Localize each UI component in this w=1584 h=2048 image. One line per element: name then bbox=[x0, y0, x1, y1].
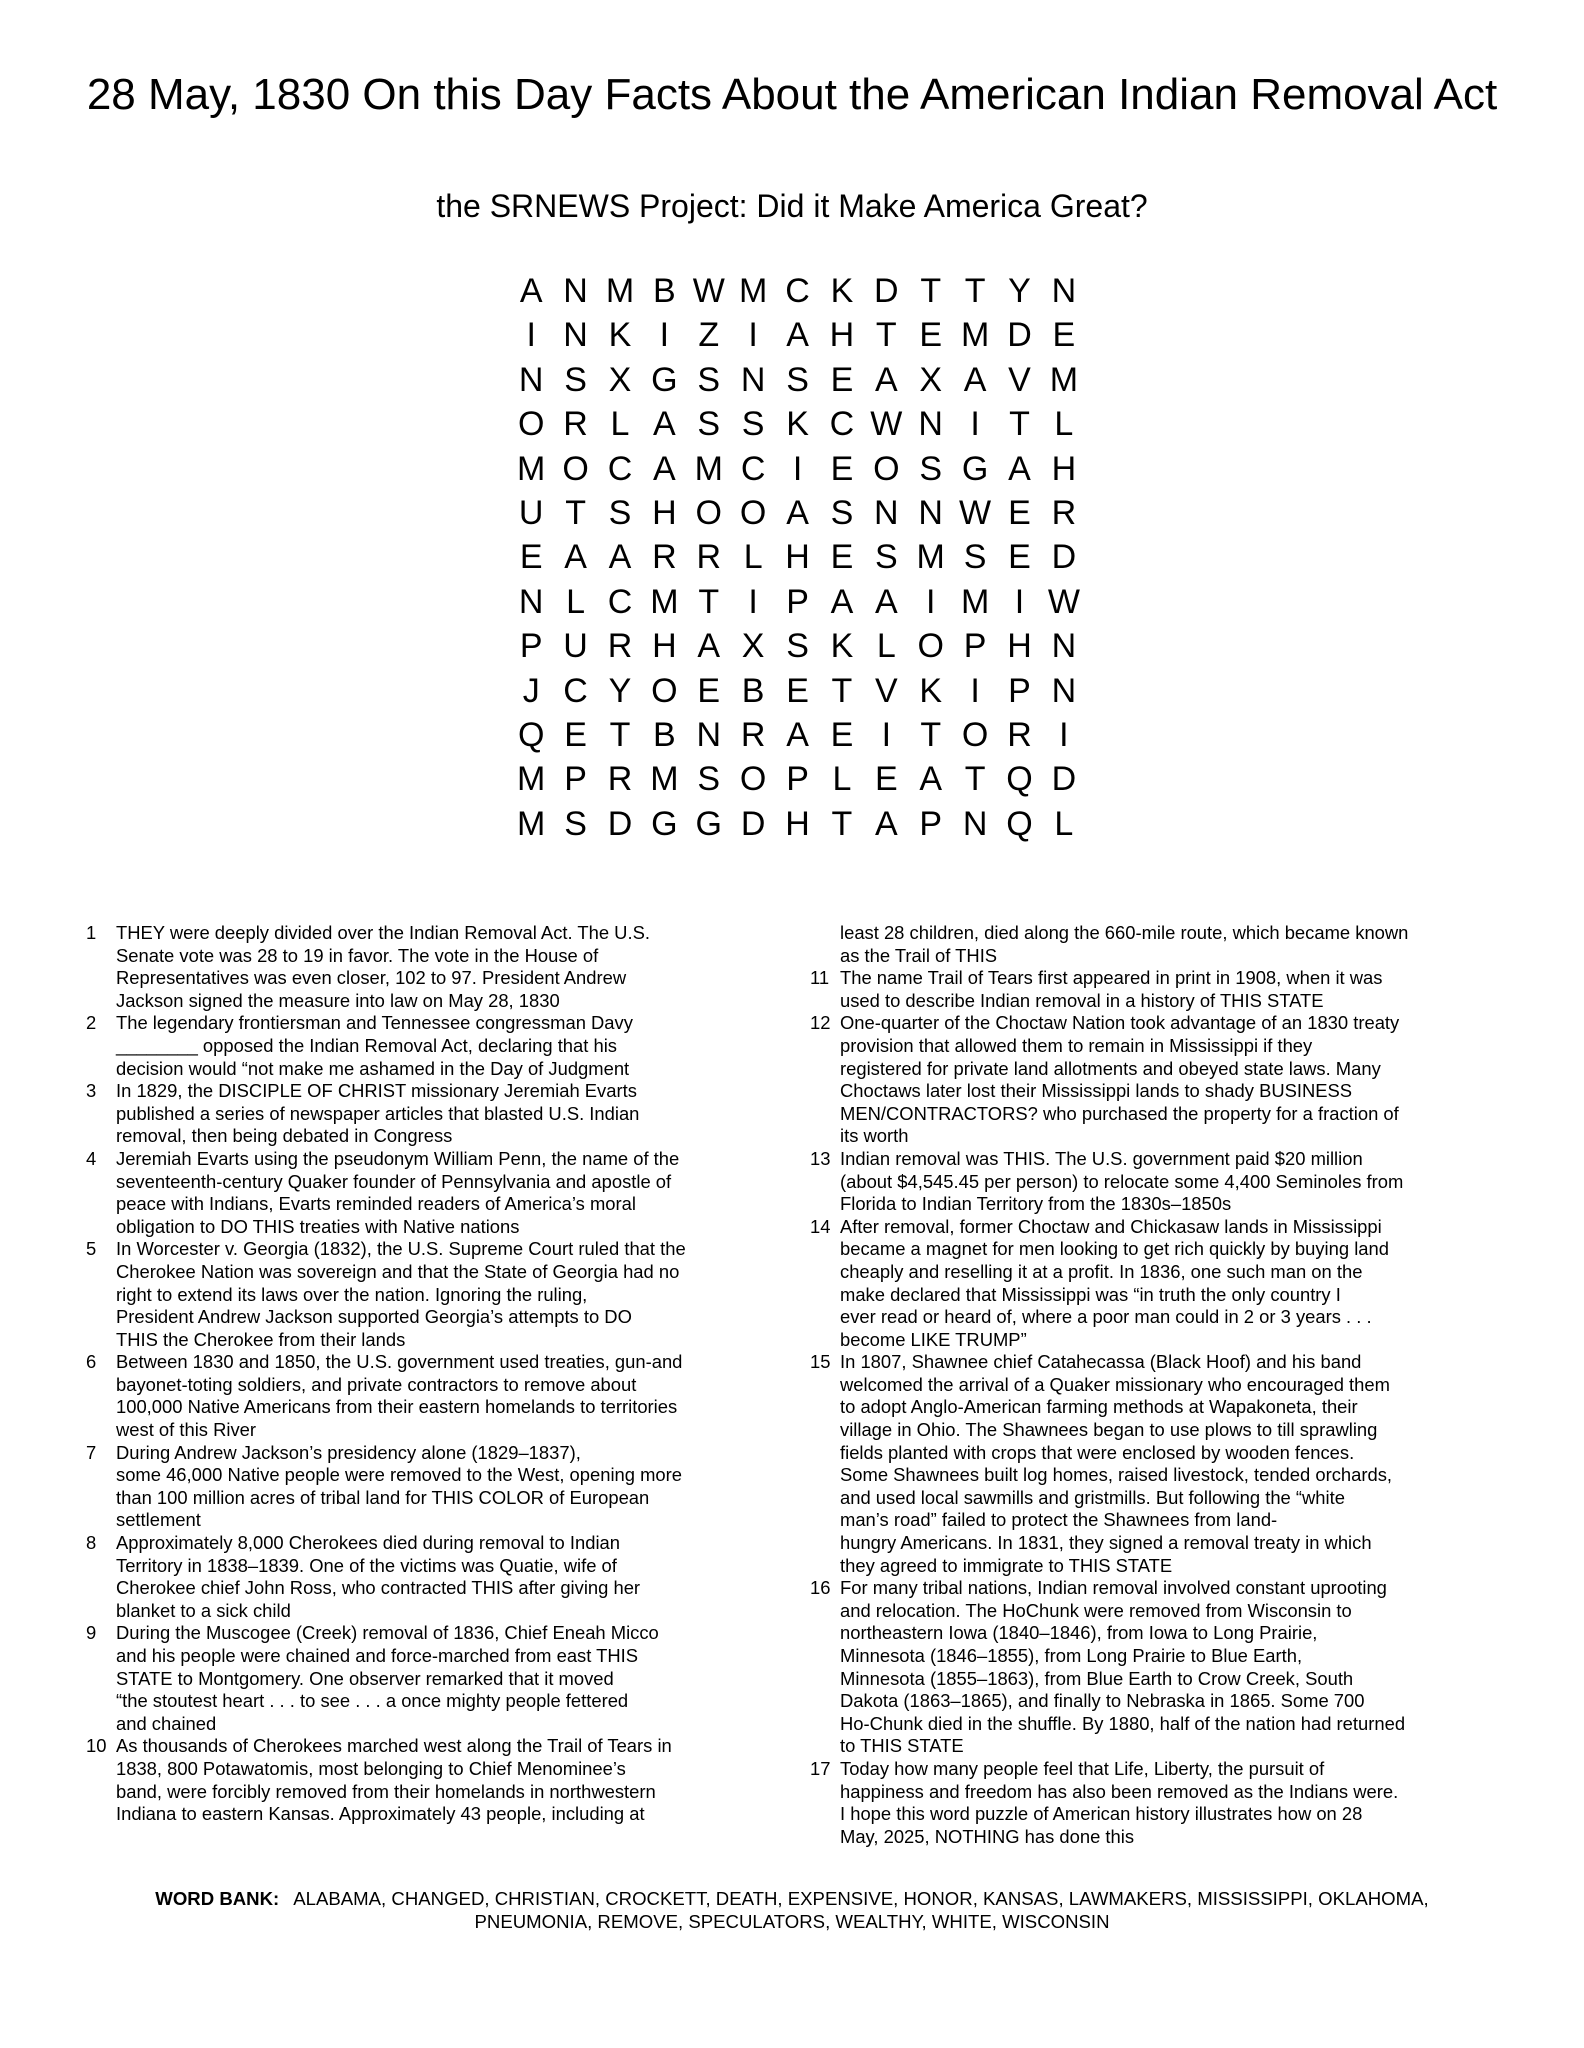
grid-letter: B bbox=[741, 671, 765, 710]
grid-letter: K bbox=[830, 272, 854, 310]
grid-letter: W bbox=[870, 405, 903, 444]
grid-letter: T bbox=[831, 671, 853, 710]
clue-item bbox=[80, 922, 720, 1012]
clue-item bbox=[804, 1351, 1444, 1577]
clue-number: 2 bbox=[86, 1012, 97, 1034]
grid-letter: M bbox=[1049, 360, 1079, 399]
grid-letter: D bbox=[1051, 538, 1077, 577]
grid-letter: E bbox=[564, 715, 587, 754]
clue-item bbox=[80, 1532, 720, 1622]
clue-text: Today how many people feel that Life, Liberty, the pursuit of happiness and freedom has also been removed as the Indians were. I hope this word puzzle of American history illustrates how on 28 May, 2025, NOTHING has done this bbox=[840, 1757, 1399, 1847]
grid-letter: A bbox=[653, 405, 676, 444]
grid-letter: E bbox=[786, 671, 809, 710]
clue-number: 8 bbox=[86, 1532, 97, 1554]
clue-text: During the Muscogee (Creek) removal of 1836, Chief Eneah Micco and his people were chained and force-marched from east THIS STATE to Montgomery. One observer remarked that it moved “the stoutest heart . . . to see . . . a once mighty people fettered and chained bbox=[116, 1622, 659, 1734]
grid-letter: Y bbox=[608, 671, 632, 710]
clue-item bbox=[80, 1238, 720, 1351]
grid-letter: S bbox=[697, 405, 721, 444]
grid-letter: T bbox=[565, 493, 586, 532]
grid-letter: Y bbox=[1008, 272, 1031, 310]
clue-text: The legendary frontiersman and Tennessee congressman Davy ________ opposed the Indian Removal Act, declaring that his decision would “not make me ashamed in the Day of Judgment bbox=[116, 1012, 633, 1079]
grid-letter: A bbox=[874, 582, 898, 621]
clue-number: 3 bbox=[86, 1080, 97, 1102]
clue-item bbox=[80, 1012, 720, 1080]
grid-letter: T bbox=[831, 804, 853, 843]
grid-letter: S bbox=[741, 405, 765, 444]
grid-letter: T bbox=[875, 316, 897, 355]
clue-item bbox=[804, 922, 1444, 967]
grid-letter: I bbox=[748, 316, 758, 355]
grid-letter: V bbox=[1008, 360, 1031, 399]
grid-letter: G bbox=[651, 804, 678, 843]
grid-letter: K bbox=[919, 671, 943, 710]
clue-item bbox=[80, 1148, 720, 1238]
clue-text: Approximately 8,000 Cherokees died during removal to Indian Territory in 1838–1839. One of the victims was Quatie, wife of Cherokee chief John Ross, who contracted THIS after giving her blanket to a sick child bbox=[116, 1532, 641, 1621]
word-search-grid bbox=[509, 269, 1086, 846]
grid-letter: O bbox=[873, 449, 900, 488]
grid-letter: O bbox=[517, 405, 545, 444]
clue-item bbox=[804, 1577, 1444, 1758]
grid-letter: I bbox=[970, 405, 980, 444]
grid-letter: L bbox=[1054, 804, 1074, 843]
grid-letter: E bbox=[1052, 316, 1076, 355]
grid-letter: R bbox=[740, 715, 766, 754]
grid-letter: D bbox=[607, 804, 633, 843]
grid-letter: M bbox=[517, 804, 546, 843]
grid-letter: R bbox=[1051, 493, 1077, 532]
grid-letter: H bbox=[785, 538, 810, 577]
grid-letter: U bbox=[518, 493, 544, 532]
grid-letter: A bbox=[874, 360, 898, 399]
clue-number: 14 bbox=[810, 1215, 831, 1237]
grid-letter: E bbox=[830, 715, 854, 754]
grid-letter: N bbox=[740, 360, 766, 399]
grid-letter: N bbox=[962, 804, 988, 843]
clue-text: In 1807, Shawnee chief Catahecassa (Black Hoof) and his band welcomed the arrival of a Quaker missionary who encouraged them to adopt Anglo-American farming methods at Wapakoneta, their village in Ohio. The Shawnees began to use plows to till sprawling fields planted with crops that were enclosed by wooden fences. Some Shawnees built log homes, raised livestock, tended orchards, and used local sawmills and gristmills. But following the “white man’s road” failed to protect the Shawnees from land- hungry Americans. In 1831, they signed a removal treaty in which they agreed to immigrate to THIS STATE bbox=[840, 1351, 1393, 1576]
grid-letter: Q bbox=[1006, 804, 1033, 843]
grid-letter: G bbox=[651, 360, 678, 399]
grid-letter: P bbox=[919, 804, 943, 843]
clue-item bbox=[804, 1012, 1444, 1148]
clue-number: 12 bbox=[810, 1012, 831, 1034]
clue-text: Indian removal was THIS. The U.S. government paid $20 million (about $4,545.45 per person) to relocate some 4,400 Seminoles from Florida to Indian Territory from the 1830s–1850s bbox=[840, 1147, 1404, 1215]
grid-letter: D bbox=[1051, 760, 1077, 799]
grid-letter: S bbox=[786, 360, 809, 399]
grid-letter: N bbox=[563, 316, 588, 355]
grid-letter: S bbox=[919, 449, 943, 488]
grid-letter: O bbox=[695, 493, 722, 532]
grid-letter: M bbox=[960, 316, 990, 355]
grid-letter: S bbox=[697, 760, 721, 799]
grid-letter: I bbox=[659, 316, 670, 355]
grid-letter: T bbox=[1009, 405, 1030, 444]
clue-text: During Andrew Jackson’s presidency alone (1829–1837), some 46,000 Native people were removed to the West, opening more than 100 million acres of tribal land for THIS COLOR of European settlement bbox=[116, 1441, 683, 1531]
grid-letter: W bbox=[1047, 582, 1080, 621]
grid-letter: C bbox=[563, 671, 588, 710]
grid-letter: D bbox=[874, 272, 899, 310]
clue-text: For many tribal nations, Indian removal involved constant uprooting and relocation. The HoChunk were removed from Wisconsin to northeastern Iowa (1840–1846), from Iowa to Long Prairie, Minnesota (1846–1855), from Long Prairie to Blue Earth, Minnesota (1855–1863), from Blue Earth to Crow Creek, South Dakota (1863–1865), and finally to Nebraska in 1865. Some 700 Ho-Chunk died in the shuffle. By 1880, half of the nation had returned to THIS STATE bbox=[840, 1577, 1406, 1757]
grid-letter: N bbox=[1051, 627, 1077, 666]
grid-letter: A bbox=[830, 582, 854, 621]
grid-letter: O bbox=[651, 671, 678, 710]
grid-letter: A bbox=[608, 538, 632, 577]
grid-letter: H bbox=[829, 316, 855, 355]
clues-right-column bbox=[804, 922, 1444, 1848]
grid-letter: T bbox=[964, 272, 986, 310]
grid-letter: S bbox=[830, 493, 854, 532]
grid-letter: K bbox=[830, 627, 854, 666]
grid-letter: C bbox=[607, 449, 633, 488]
grid-letter: A bbox=[1008, 449, 1031, 488]
grid-letter: N bbox=[696, 715, 722, 754]
grid-letter: M bbox=[738, 272, 768, 310]
clue-number: 9 bbox=[86, 1622, 97, 1644]
grid-letter: M bbox=[916, 538, 945, 577]
grid-letter: A bbox=[874, 804, 898, 843]
grid-letter: K bbox=[608, 316, 632, 355]
grid-letter: G bbox=[961, 449, 989, 488]
clue-number: 11 bbox=[810, 967, 830, 989]
grid-letter: B bbox=[653, 272, 676, 310]
grid-letter: P bbox=[519, 627, 543, 666]
grid-letter: A bbox=[519, 272, 543, 310]
grid-letter: T bbox=[609, 715, 631, 754]
grid-letter: I bbox=[970, 671, 980, 710]
grid-letter: I bbox=[1014, 582, 1025, 621]
grid-letter: A bbox=[919, 760, 943, 799]
clue-number: 13 bbox=[810, 1147, 831, 1169]
grid-letter: R bbox=[607, 627, 633, 666]
grid-letter: A bbox=[653, 449, 676, 488]
grid-letter: I bbox=[748, 582, 758, 621]
clue-number: 15 bbox=[810, 1351, 831, 1373]
grid-letter: E bbox=[919, 316, 943, 355]
grid-letter: L bbox=[832, 760, 852, 799]
clue-text: Between 1830 and 1850, the U.S. government used treaties, gun-and bayonet-toting soldiers, and private contractors to remove about 100,000 Native Americans from their eastern homelands to territories west of this River bbox=[116, 1351, 683, 1441]
grid-letter: O bbox=[917, 627, 944, 666]
grid-letter: M bbox=[694, 449, 723, 488]
grid-letter: R bbox=[1007, 715, 1032, 754]
grid-letter: A bbox=[786, 715, 809, 754]
grid-letter: Q bbox=[517, 715, 545, 754]
grid-letter: A bbox=[786, 493, 809, 532]
grid-letter: C bbox=[607, 582, 633, 621]
clue-number: 4 bbox=[86, 1147, 97, 1169]
grid-letter: L bbox=[610, 405, 630, 444]
grid-letter: M bbox=[650, 582, 679, 621]
grid-letter: N bbox=[1051, 671, 1077, 710]
page-subtitle: the SRNEWS Project: Did it Make America Great? bbox=[436, 188, 1148, 224]
grid-letter: K bbox=[786, 405, 809, 444]
grid-letter: E bbox=[830, 449, 854, 488]
clue-number: 17 bbox=[810, 1757, 831, 1779]
grid-letter: S bbox=[963, 538, 987, 577]
grid-letter: R bbox=[563, 405, 588, 444]
grid-letter: C bbox=[785, 272, 810, 310]
grid-letter: N bbox=[518, 582, 544, 621]
grid-letter: T bbox=[698, 582, 720, 621]
grid-letter: N bbox=[918, 405, 943, 444]
clue-number: 7 bbox=[86, 1441, 97, 1463]
grid-letter: E bbox=[1008, 538, 1031, 577]
clue-item bbox=[80, 1735, 720, 1825]
grid-letter: E bbox=[697, 671, 721, 710]
clue-item bbox=[80, 1622, 720, 1735]
grid-letter: A bbox=[697, 627, 721, 666]
grid-letter: A bbox=[564, 538, 587, 577]
grid-letter: Z bbox=[698, 316, 720, 355]
grid-letter: M bbox=[960, 582, 990, 621]
grid-letter: R bbox=[607, 760, 633, 799]
grid-letter: N bbox=[874, 493, 899, 532]
clue-item bbox=[804, 1758, 1444, 1848]
clue-item bbox=[80, 1080, 720, 1148]
grid-letter: I bbox=[881, 715, 892, 754]
grid-letter: N bbox=[518, 360, 544, 399]
grid-letter: E bbox=[1008, 493, 1031, 532]
grid-letter: L bbox=[743, 538, 763, 577]
word-bank-words: ALABAMA, CHANGED, CHRISTIAN, CROCKETT, DEATH, EXPENSIVE, HONOR, KANSAS, LAWMAKERS, MISSISSIPPI, OKLAHOMA, PNEUMONIA, REMOVE, SPECULATORS, WEALTHY, WHITE, WISCONSIN bbox=[293, 1888, 1429, 1932]
grid-letter: I bbox=[1059, 715, 1069, 754]
grid-letter: M bbox=[517, 760, 546, 799]
clue-item bbox=[80, 1442, 720, 1532]
grid-letter: E bbox=[830, 360, 854, 399]
grid-letter: M bbox=[605, 272, 635, 310]
clue-text: The name Trail of Tears first appeared in print in 1908, when it was used to describe Indian removal in a history of THIS STATE bbox=[840, 967, 1383, 1011]
grid-letter: S bbox=[786, 627, 809, 666]
grid-letter: R bbox=[652, 538, 677, 577]
grid-letter: P bbox=[786, 760, 809, 799]
grid-letter: N bbox=[918, 493, 943, 532]
grid-letter: T bbox=[920, 272, 942, 310]
grid-letter: T bbox=[964, 760, 986, 799]
grid-letter: C bbox=[740, 449, 766, 488]
grid-letter: S bbox=[564, 804, 587, 843]
clue-text: After removal, former Choctaw and Chickasaw lands in Mississippi became a magnet for men looking to get rich quickly by buying land cheaply and reselling it at a profit. In 1836, one such man on the make declared that Mississippi was “in truth the only country I ever read or heard of, where a poor man could in 2 or 3 years . . . become LIKE TRUMP” bbox=[840, 1215, 1389, 1350]
clue-number: 6 bbox=[86, 1351, 97, 1373]
grid-letter: Q bbox=[1006, 760, 1033, 799]
word-bank-label: WORD BANK: bbox=[155, 1888, 280, 1909]
grid-letter: E bbox=[519, 538, 543, 577]
grid-letter: X bbox=[741, 627, 765, 666]
grid-letter: G bbox=[695, 804, 722, 843]
grid-letter: S bbox=[874, 538, 898, 577]
grid-letter: L bbox=[1054, 405, 1074, 444]
grid-letter: I bbox=[792, 449, 803, 488]
clue-text: In 1829, the DISCIPLE OF CHRIST missionary Jeremiah Evarts published a series of newspaper articles that blasted U.S. Indian removal, then being debated in Congress bbox=[116, 1080, 640, 1147]
clue-text: THEY were deeply divided over the Indian Removal Act. The U.S. Senate vote was 28 to 19 in favor. The vote in the House of Representatives was even closer, 102 to 97. President Andrew Jackson signed the measure into law on May 28, 1830 bbox=[116, 922, 650, 1011]
grid-letter: R bbox=[696, 538, 722, 577]
grid-letter: A bbox=[963, 360, 987, 399]
grid-letter: J bbox=[522, 671, 540, 710]
grid-letter: T bbox=[920, 715, 942, 754]
clue-text: least 28 children, died along the 660-mile route, which became known as the Trail of THIS bbox=[840, 922, 1409, 966]
grid-letter: V bbox=[874, 671, 898, 710]
grid-letter: I bbox=[526, 316, 536, 355]
grid-letter: H bbox=[785, 804, 810, 843]
grid-letter: W bbox=[959, 493, 992, 532]
grid-letter: B bbox=[653, 715, 676, 754]
grid-letter: H bbox=[652, 627, 677, 666]
clue-number: 5 bbox=[86, 1238, 97, 1260]
clue-number: 16 bbox=[810, 1577, 831, 1599]
grid-letter: L bbox=[566, 582, 586, 621]
clue-text: One-quarter of the Choctaw Nation took advantage of an 1830 treaty provision that allowed them to remain in Mississippi if they registered for private land allotments and obeyed state laws. Many Choctaws later lost their Mississippi lands to shady BUSINESS MEN/CONTRACTORS? who purchased the property for a fraction of its worth bbox=[840, 1012, 1400, 1147]
grid-letter: E bbox=[830, 538, 854, 577]
grid-letter: S bbox=[564, 360, 587, 399]
grid-letter: P bbox=[786, 582, 809, 621]
grid-letter: D bbox=[1007, 316, 1032, 355]
grid-letter: X bbox=[608, 360, 632, 399]
grid-letter: D bbox=[740, 804, 766, 843]
grid-letter: M bbox=[650, 760, 679, 799]
page-title: 28 May, 1830 On this Day Facts About the American Indian Removal Act bbox=[86, 70, 1498, 119]
clue-number: 1 bbox=[86, 922, 97, 943]
grid-letter: O bbox=[961, 715, 989, 754]
grid-letter: E bbox=[874, 760, 898, 799]
grid-letter: N bbox=[1051, 272, 1077, 310]
clues-left-column bbox=[80, 922, 720, 1826]
grid-letter: H bbox=[1007, 627, 1032, 666]
grid-letter: P bbox=[1008, 671, 1031, 710]
clue-item bbox=[804, 1216, 1444, 1352]
grid-letter: H bbox=[1051, 449, 1077, 488]
grid-letter: I bbox=[925, 582, 936, 621]
grid-letter: W bbox=[692, 272, 725, 310]
grid-letter: S bbox=[697, 360, 721, 399]
clue-item bbox=[804, 1148, 1444, 1216]
grid-letter: U bbox=[563, 627, 588, 666]
grid-letter: P bbox=[963, 627, 987, 666]
grid-letter: P bbox=[564, 760, 587, 799]
clue-text: In Worcester v. Georgia (1832), the U.S. Supreme Court ruled that the Cherokee Nation was sovereign and that the State of Georgia had no right to extend its laws over the nation. Ignoring the ruling, President Andrew Jackson supported Georgia’s attempts to DO THIS the Cherokee from their lands bbox=[116, 1238, 686, 1350]
grid-letter: C bbox=[829, 405, 855, 444]
clue-item bbox=[80, 1351, 720, 1441]
grid-letter: N bbox=[563, 272, 588, 310]
clue-number: 10 bbox=[86, 1735, 107, 1757]
word-bank bbox=[100, 1888, 1484, 1933]
grid-letter: S bbox=[608, 493, 632, 532]
grid-letter: H bbox=[652, 493, 677, 532]
grid-letter: O bbox=[739, 493, 767, 532]
grid-letter: O bbox=[739, 760, 767, 799]
clue-item bbox=[804, 967, 1444, 1012]
clue-text: As thousands of Cherokees marched west along the Trail of Tears in 1838, 800 Potawatomis, most belonging to Chief Menominee’s band, were forcibly removed from their homelands in northwestern Indiana to eastern Kansas. Approximately 43 people, including at bbox=[116, 1735, 672, 1825]
grid-letter: M bbox=[517, 449, 546, 488]
clue-text: Jeremiah Evarts using the pseudonym William Penn, the name of the seventeenth-century Quaker founder of Pennsylvania and apostle of peace with Indians, Evarts reminded readers of America’s moral obligation to DO THIS treaties with Native nations bbox=[116, 1147, 680, 1237]
grid-letter: L bbox=[876, 627, 896, 666]
clue-number bbox=[804, 922, 840, 967]
grid-letter: X bbox=[919, 360, 943, 399]
grid-letter: A bbox=[786, 316, 809, 355]
grid-letter: O bbox=[562, 449, 589, 488]
